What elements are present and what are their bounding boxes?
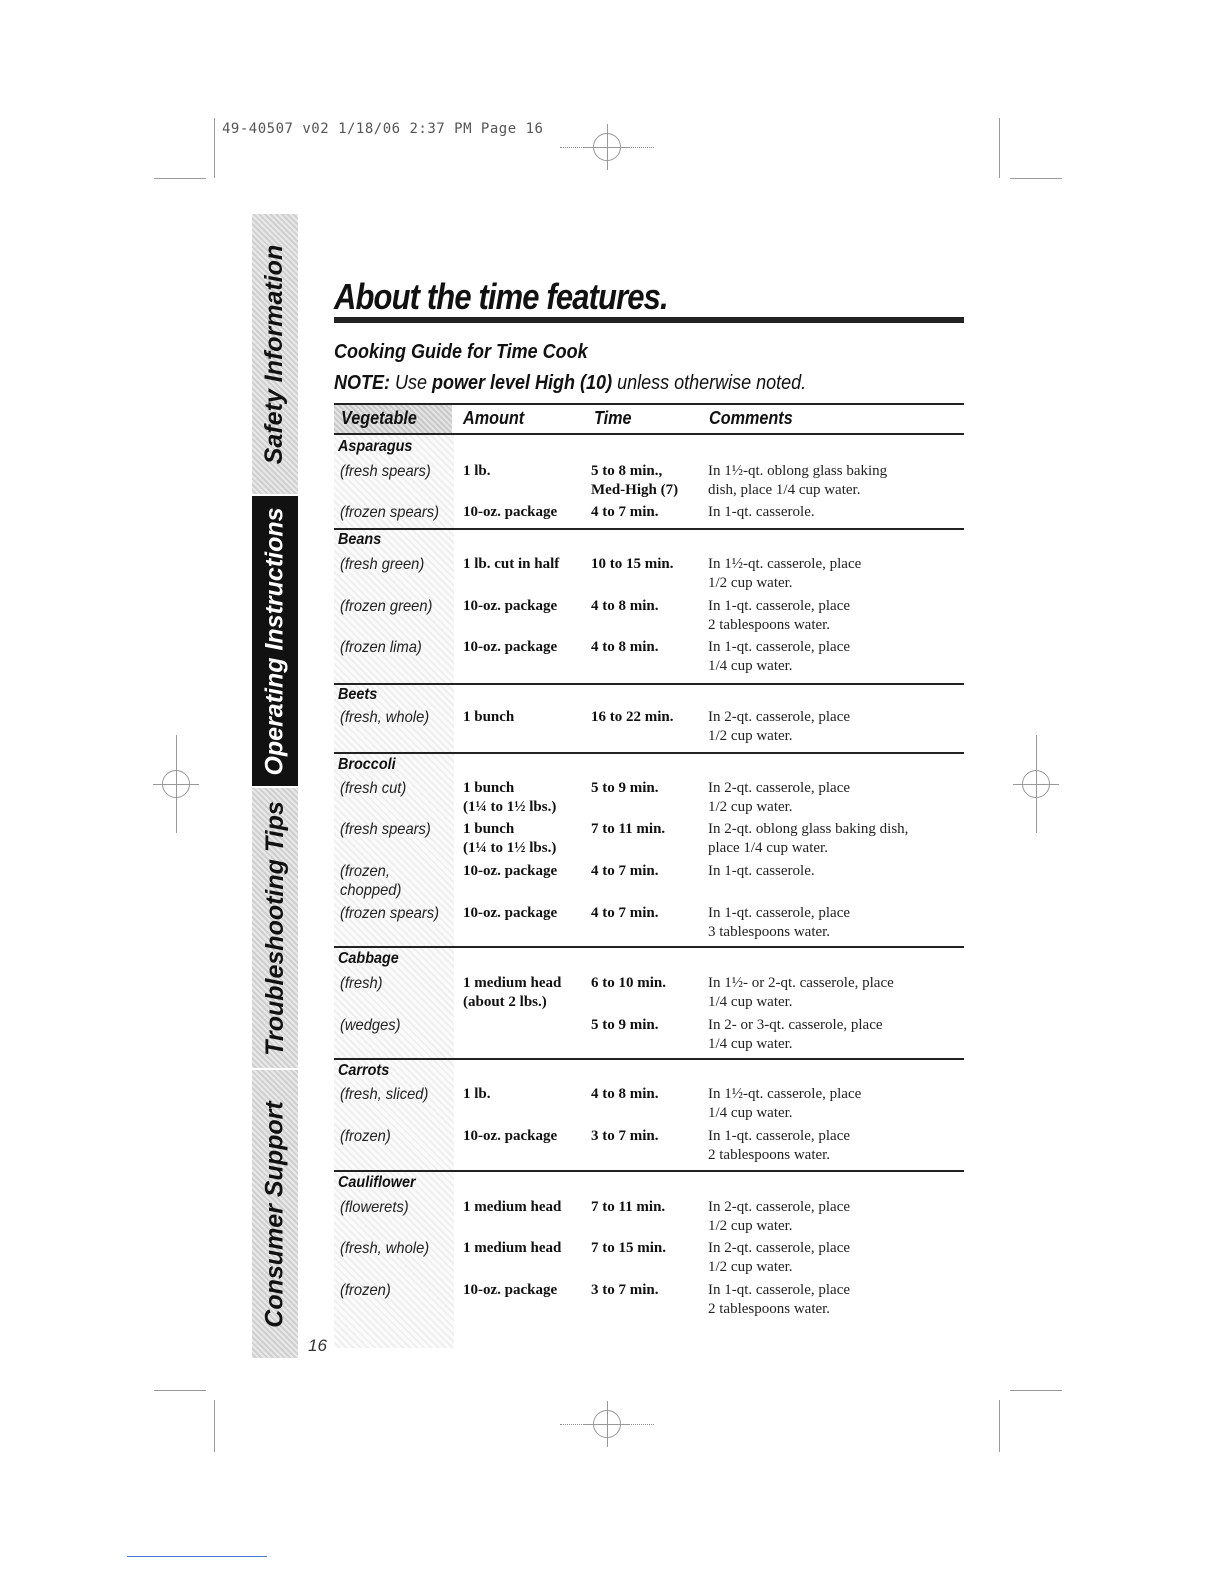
crop-mark — [214, 118, 215, 178]
page-title: About the time features. — [334, 276, 668, 317]
amount-cell: 1 medium head — [463, 1240, 562, 1256]
comments-cell: In 2-qt. casserole, place 1/2 cup water. — [708, 1240, 851, 1275]
time-cell: 3 to 7 min. — [591, 1282, 659, 1298]
comments-cell: In 1-qt. casserole, place 2 tablespoons water. — [708, 1282, 851, 1317]
amount-cell: 1 bunch (1¼ to 1½ lbs.) — [463, 780, 557, 815]
crop-mark — [999, 118, 1000, 178]
amount-cell: 1 lb. cut in half — [463, 556, 560, 572]
amount-cell: 1 bunch (1¼ to 1½ lbs.) — [463, 821, 557, 856]
crop-mark — [1010, 1390, 1062, 1391]
time-cell: 3 to 7 min. — [591, 1128, 659, 1144]
amount-cell: 1 lb. — [463, 1086, 491, 1102]
comments-cell: In 1½-qt. casserole, place 1/2 cup water. — [708, 556, 862, 591]
comments-cell: In 2-qt. oblong glass baking dish, place 1/4 cup water. — [708, 821, 909, 856]
vegetable-cell: (fresh, whole) — [340, 1240, 430, 1257]
registration-mark-icon — [593, 1410, 621, 1438]
vegetable-cell: (fresh, whole) — [340, 709, 430, 726]
category-label: Cauliflower — [338, 1174, 416, 1191]
crop-mark — [154, 1390, 206, 1391]
amount-cell: 10-oz. package — [463, 598, 558, 614]
time-cell: 5 to 9 min. — [591, 780, 659, 796]
crop-mark — [214, 1400, 215, 1452]
time-cell: 4 to 8 min. — [591, 1086, 659, 1102]
tab-safety-information[interactable]: Safety Information — [252, 214, 298, 494]
amount-cell: 10-oz. package — [463, 863, 558, 879]
vegetable-cell: (frozen) — [340, 1128, 391, 1145]
time-cell: 4 to 7 min. — [591, 905, 659, 921]
category-label: Broccoli — [338, 756, 396, 773]
registration-mark-icon — [593, 133, 621, 161]
header-comments: Comments — [709, 408, 793, 428]
category-label: Beans — [338, 531, 382, 548]
category-label: Cabbage — [338, 950, 399, 967]
tab-troubleshooting-tips[interactable]: Troubleshooting Tips — [252, 788, 298, 1068]
vegetable-cell: (fresh spears) — [340, 821, 431, 838]
time-cell: 16 to 22 min. — [591, 709, 674, 725]
registration-mark-icon — [1022, 770, 1050, 798]
comments-cell: In 2-qt. casserole, place 1/2 cup water. — [708, 780, 851, 815]
amount-cell: 10-oz. package — [463, 639, 558, 655]
crop-mark — [999, 1400, 1000, 1452]
vegetable-cell: (fresh spears) — [340, 463, 431, 480]
vegetable-cell: (fresh green) — [340, 556, 425, 573]
amount-cell: 1 medium head (about 2 lbs.) — [463, 975, 562, 1010]
vegetable-cell: (frozen spears) — [340, 504, 439, 521]
amount-cell: 1 medium head — [463, 1199, 562, 1215]
section-tabs — [252, 214, 298, 1358]
category-label: Beets — [338, 686, 378, 703]
section-rule — [334, 946, 964, 948]
vegetable-cell: (frozen lima) — [340, 639, 422, 656]
header-vegetable: Vegetable — [341, 408, 417, 428]
comments-cell: In 1½- or 2-qt. casserole, place 1/4 cup water. — [708, 975, 894, 1010]
time-cell: 4 to 7 min. — [591, 863, 659, 879]
vegetable-cell: (fresh, sliced) — [340, 1086, 429, 1103]
comments-cell: In 1-qt. casserole, place 3 tablespoons water. — [708, 905, 851, 940]
title-rule — [334, 317, 964, 323]
header-time: Time — [594, 408, 632, 428]
note: NOTE: Use power level High (10) unless otherwise noted. — [334, 372, 807, 394]
vegetable-cell: (fresh) — [340, 975, 383, 992]
comments-cell: In 1-qt. casserole, place 1/4 cup water. — [708, 639, 851, 674]
tab-consumer-support[interactable]: Consumer Support — [252, 1070, 298, 1358]
comments-cell: In 2- or 3-qt. casserole, place 1/4 cup water. — [708, 1017, 883, 1052]
section-rule — [334, 1170, 964, 1172]
time-cell: 5 to 9 min. — [591, 1017, 659, 1033]
vegetable-cell: (flowerets) — [340, 1199, 409, 1216]
amount-cell: 1 bunch — [463, 709, 515, 725]
comments-cell: In 1-qt. casserole. — [708, 863, 815, 879]
amount-cell: 1 lb. — [463, 463, 491, 479]
time-cell: 4 to 8 min. — [591, 598, 659, 614]
header-amount: Amount — [463, 408, 525, 428]
crop-mark — [1010, 178, 1062, 179]
vegetable-cell: (frozen) — [340, 1282, 391, 1299]
vegetable-cell: (fresh cut) — [340, 780, 407, 797]
section-subtitle: Cooking Guide for Time Cook — [334, 341, 588, 363]
time-cell: 7 to 11 min. — [591, 1199, 666, 1215]
tab-operating-instructions[interactable]: Operating Instructions — [252, 496, 298, 786]
amount-cell: 10-oz. package — [463, 504, 558, 520]
amount-cell: 10-oz. package — [463, 905, 558, 921]
registration-mark-icon — [162, 770, 190, 798]
vegetable-cell: (wedges) — [340, 1017, 401, 1034]
comments-cell: In 1-qt. casserole, place 2 tablespoons water. — [708, 1128, 851, 1163]
section-rule — [334, 1058, 964, 1060]
comments-cell: In 1½-qt. casserole, place 1/4 cup water. — [708, 1086, 862, 1121]
comments-cell: In 2-qt. casserole, place 1/2 cup water. — [708, 709, 851, 744]
vegetable-cell: (frozen green) — [340, 598, 433, 615]
time-cell: 4 to 7 min. — [591, 504, 659, 520]
time-cell: 5 to 8 min., Med-High (7) — [591, 463, 679, 498]
comments-cell: In 2-qt. casserole, place 1/2 cup water. — [708, 1199, 851, 1234]
time-cell: 7 to 15 min. — [591, 1240, 666, 1256]
header-bottom-rule — [334, 433, 964, 435]
time-cell: 7 to 11 min. — [591, 821, 666, 837]
time-cell: 4 to 8 min. — [591, 639, 659, 655]
section-rule — [334, 528, 964, 530]
crop-mark — [154, 178, 206, 179]
vegetable-cell: (frozen, chopped) — [340, 863, 402, 899]
time-cell: 10 to 15 min. — [591, 556, 674, 572]
amount-cell: 10-oz. package — [463, 1128, 558, 1144]
comments-cell: In 1-qt. casserole. — [708, 504, 815, 520]
amount-cell: 10-oz. package — [463, 1282, 558, 1298]
time-cell: 6 to 10 min. — [591, 975, 666, 991]
print-slug: 49-40507 v02 1/18/06 2:37 PM Page 16 — [222, 121, 544, 137]
comments-cell: In 1-qt. casserole, place 2 tablespoons water. — [708, 598, 851, 633]
section-rule — [334, 683, 964, 685]
category-label: Asparagus — [338, 438, 413, 455]
page-number: 16 — [308, 1336, 327, 1355]
section-rule — [334, 752, 964, 754]
comments-cell: In 1½-qt. oblong glass baking dish, place 1/4 cup water. — [708, 463, 888, 498]
vegetable-cell: (frozen spears) — [340, 905, 439, 922]
bottom-link-line — [127, 1556, 267, 1557]
category-label: Carrots — [338, 1062, 390, 1079]
